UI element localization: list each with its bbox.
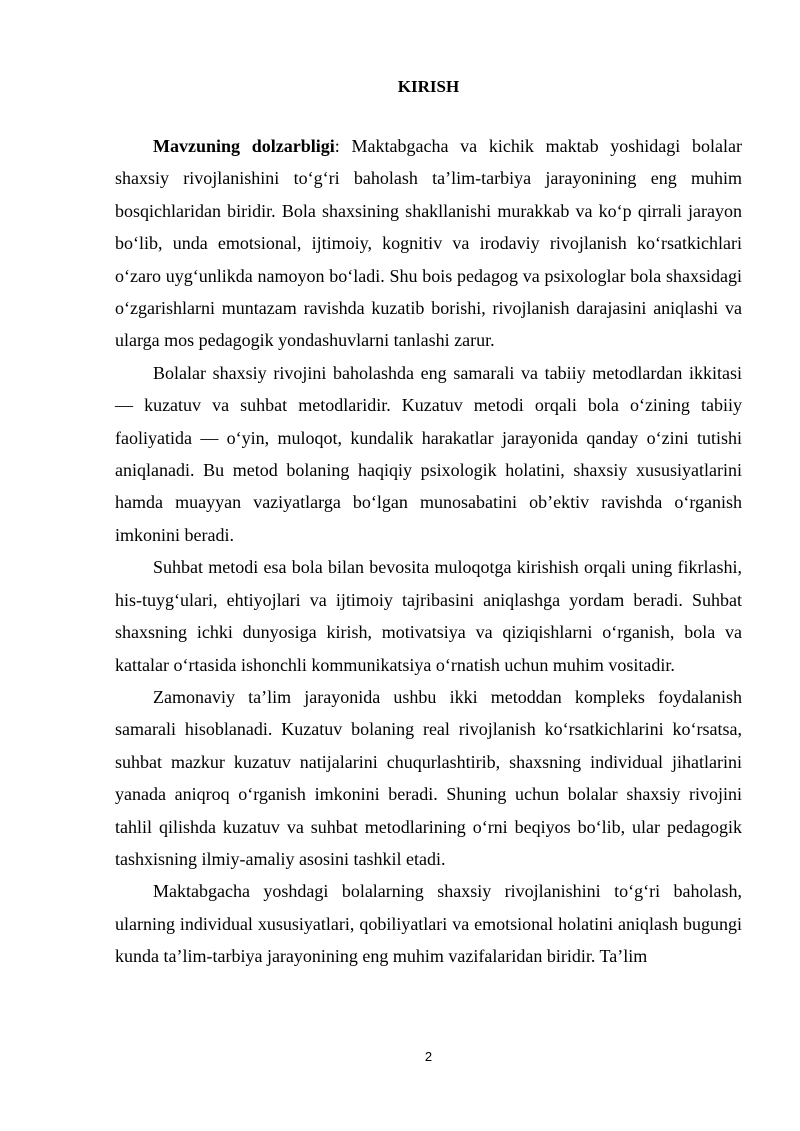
paragraph: Zamonaviy ta’lim jarayonida ushbu ikki metoddan kompleks foydalanish samarali hisoblanadi. Kuzatuv bolaning real rivojlanish ko‘rsatkichlarini ko‘rsatsa, suhbat mazkur kuzatuv natijalarini chuqurlashtirib, shaxsning individual jihatlarini yanada aniqroq o‘rganish imkonini beradi. Shuning uchun bolalar shaxsiy rivojini tahlil qilishda kuzatuv va suhbat metodlarining o‘rni beqiyos bo‘lib, ular pedagogik tashxisning ilmiy-amaliy asosini tashkil etadi. <box>115 686 742 869</box>
document-body <box>115 130 742 973</box>
document-title: KIRISH <box>397 77 460 96</box>
intro-paragraph <box>115 130 742 357</box>
paragraph: Bolalar shaxsiy rivojini baholashda eng samarali va tabiiy metodlardan ikkitasi — kuzatuv va suhbat metodlaridir. Kuzatuv metodi orqali bola o‘zining tabiiy faoliyatida — o‘yin, muloqot, kundalik harakatlar jarayonida qanday o‘zini tutishi aniqlanadi. Bu metod bolaning haqiqiy psixologik holatini, shaxsiy xususiyatlarini hamda muayyan vaziyatlarga bo‘lgan munosabatini ob’ektiv ravishda o‘rganish imkonini beradi. <box>115 362 742 545</box>
page-number: 2 <box>424 1049 433 1064</box>
intro-lead: Mavzuning dolzarbligi <box>153 136 335 156</box>
paragraph: Suhbat metodi esa bola bilan bevosita muloqotga kirishish orqali uning fikrlashi, his-tuyg‘ulari, ehtiyojlari va ijtimoiy tajribasini aniqlashga yordam beradi. Suhbat shaxsning ichki dunyosiga kirish, motivatsiya va qiziqishlarni o‘rganish, bola va kattalar o‘rtasida ishonchli kommunikatsiya o‘rnatish uchun muhim vositadir. <box>115 557 742 675</box>
document-page <box>115 0 742 1131</box>
intro-text: : Maktabgacha va kichik maktab yoshidagi bolalar shaxsiy rivojlanishini to‘g‘ri baholash ta’lim-tarbiya jarayonining eng muhim bosqichlaridan biridir. Bola shaxsining shakllanishi murakkab va ko‘p qirrali jarayon bo‘lib, unda emotsional, ijtimoiy, kognitiv va irodaviy rivojlanish ko‘rsatkichlari o‘zaro uyg‘unlikda namoyon bo‘ladi. Shu bois pedagog va psixologlar bola shaxsidagi o‘zgarishlarni muntazam ravishda kuzatib borishi, rivojlanish darajasini aniqlashi va ularga mos pedagogik yondashuvlarni tanlashi zarur. <box>115 136 743 351</box>
paragraph: Maktabgacha yoshdagi bolalarning shaxsiy rivojlanishini to‘g‘ri baholash, ularning individual xususiyatlari, qobiliyatlari va emotsional holatini aniqlash bugungi kunda ta’lim-tarbiya jarayonining eng muhim vazifalaridan biridir. Ta’lim <box>115 881 742 967</box>
